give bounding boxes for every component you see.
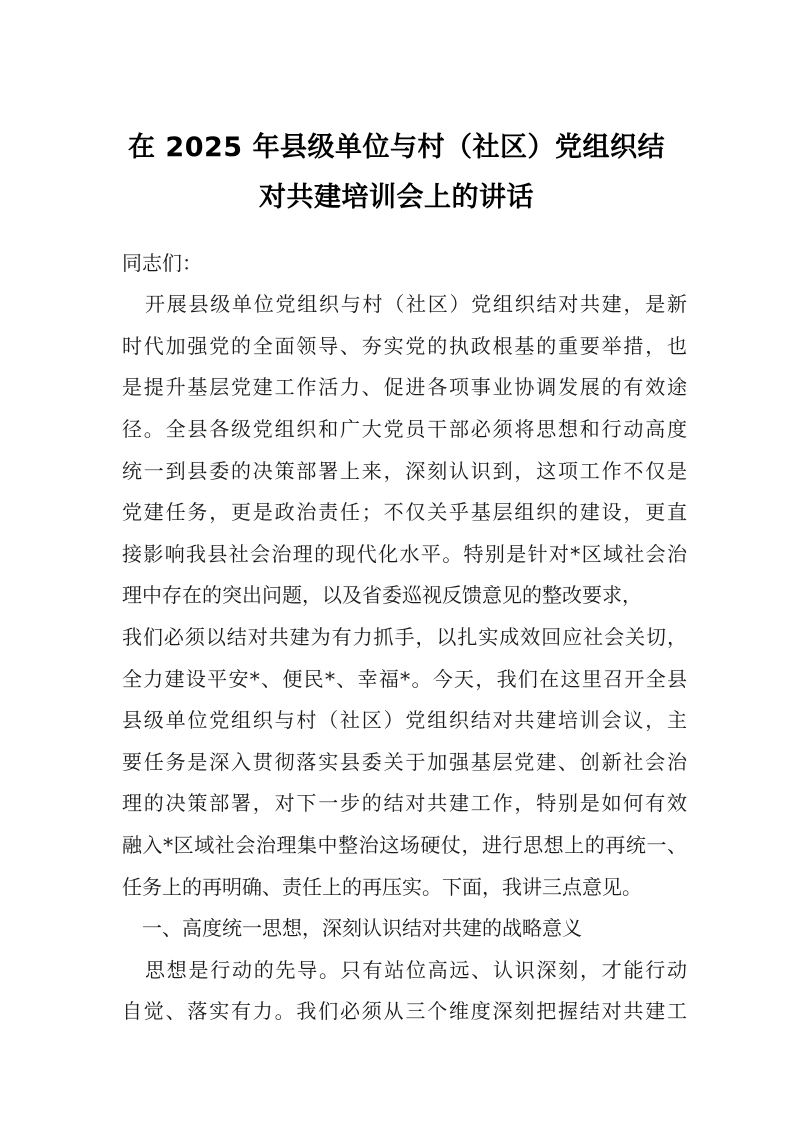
document-title-line-1: 在 2025 年县级单位与村（社区）党组织结 (128, 132, 665, 163)
paragraph-line: 接影响我县社会治理的现代化水平。特别是针对*区域社会治 (122, 542, 687, 566)
paragraph-line: 思想是行动的先导。只有站位高远、认识深刻，才能行动 (145, 958, 687, 982)
paragraph-line: 融入*区域社会治理集中整治这场硬仗，进行思想上的再统一、 (122, 833, 687, 857)
paragraph-line: 任务上的再明确、责任上的再压实。下面，我讲三点意见。 (122, 875, 642, 899)
paragraph-line: 要任务是深入贯彻落实县委关于加强基层党建、创新社会治 (122, 750, 687, 774)
paragraph-line: 径。全县各级党组织和广大党员干部必须将思想和行动高度 (122, 417, 687, 441)
paragraph-line: 统一到县委的决策部署上来，深刻认识到，这项工作不仅是 (122, 459, 687, 483)
paragraph-line: 自觉、落实有力。我们必须从三个维度深刻把握结对共建工 (122, 999, 687, 1023)
salutation: 同志们： (122, 251, 202, 275)
section-heading: 一、高度统一思想，深刻认识结对共建的战略意义 (142, 916, 582, 940)
paragraph-line: 全力建设平安*、便民*、幸福*。今天，我们在这里召开全县 (122, 667, 687, 691)
paragraph-line: 是提升基层党建工作活力、促进各项事业协调发展的有效途 (122, 375, 687, 399)
paragraph-line: 我们必须以结对共建为有力抓手，以扎实成效回应社会关切， (122, 625, 687, 649)
paragraph-line: 理中存在的突出问题，以及省委巡视反馈意见的整改要求， (122, 583, 642, 607)
paragraph-line: 时代加强党的全面领导、夯实党的执政根基的重要举措，也 (122, 334, 687, 358)
paragraph-line: 县级单位党组织与村（社区）党组织结对共建培训会议，主 (122, 708, 687, 732)
paragraph-line: 党建任务，更是政治责任；不仅关乎基层组织的建设，更直 (122, 500, 687, 524)
paragraph-line: 理的决策部署，对下一步的结对共建工作，特别是如何有效 (122, 791, 687, 815)
document-title-line-2: 对共建培训会上的讲话 (259, 182, 534, 213)
paragraph-line: 开展县级单位党组织与村（社区）党组织结对共建，是新 (145, 292, 687, 316)
